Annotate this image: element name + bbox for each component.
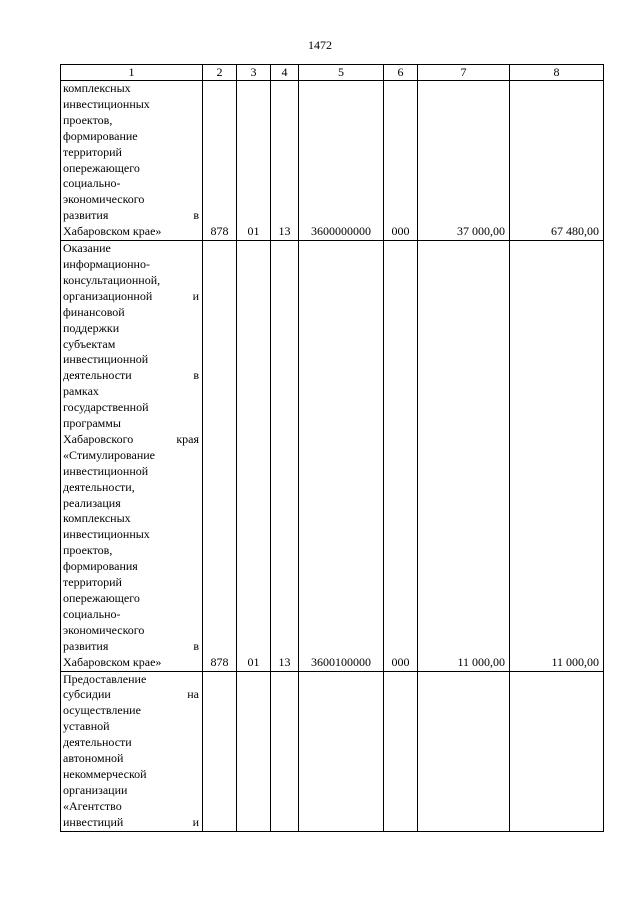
- description-line: развития в: [63, 638, 199, 653]
- description-line: проектов,: [63, 543, 113, 558]
- description-line: финансовой: [63, 304, 125, 319]
- description-line: социально-: [63, 606, 121, 621]
- budget-table: [60, 64, 604, 832]
- cell-section: [237, 671, 271, 831]
- description-line: территорий: [63, 575, 122, 590]
- description-line: инвестиционной: [63, 352, 149, 367]
- cell-subsection: [271, 671, 299, 831]
- description-line: уставной: [63, 719, 110, 734]
- cell-target-article: 3600100000: [299, 241, 384, 671]
- cell-amount-year-2: [510, 671, 604, 831]
- cell-section: 01: [237, 81, 271, 241]
- description-line: субсидии на: [63, 687, 199, 702]
- description-line: консультационной,: [63, 272, 161, 287]
- row-description: [61, 671, 203, 831]
- cell-target-article: [299, 671, 384, 831]
- description-line: деятельности: [63, 735, 132, 750]
- description-line: осуществление: [63, 703, 141, 718]
- description-line: инвестиционной: [63, 463, 149, 478]
- cell-amount-year-2: 67 480,00: [510, 81, 604, 241]
- description-line: комплексных: [63, 511, 131, 526]
- description-line: опережающего: [63, 591, 140, 605]
- cell-subsection: 13: [271, 241, 299, 671]
- description-line: рамках: [63, 384, 99, 399]
- description-line: организации: [63, 782, 128, 797]
- description-line: проектов,: [63, 112, 113, 127]
- description-line: инвестиций и: [63, 814, 199, 829]
- description-line: субъектам: [63, 336, 116, 351]
- cell-amount-year-1: [418, 671, 510, 831]
- cell-expense-type: [384, 671, 418, 831]
- row-description: [61, 81, 203, 241]
- cell-expense-type: 000: [384, 241, 418, 671]
- column-header-5: 5: [299, 65, 384, 81]
- description-line: экономического: [63, 622, 145, 637]
- column-header-2: 2: [203, 65, 237, 81]
- description-line: автономной: [63, 751, 124, 766]
- description-line: реализация: [63, 495, 121, 510]
- description-line: формирование: [63, 128, 138, 143]
- description-line: инвестиционных: [63, 527, 150, 542]
- description-line: программы: [63, 416, 121, 431]
- cell-ministry-code: 878: [203, 241, 237, 671]
- description-line: территорий: [63, 144, 122, 159]
- column-header-7: 7: [418, 65, 510, 81]
- description-line: инвестиционных: [63, 96, 150, 111]
- table-row: [61, 241, 604, 671]
- description-line: развития в: [63, 208, 199, 223]
- cell-section: 01: [237, 241, 271, 671]
- page-number: 1472: [308, 38, 332, 52]
- cell-ministry-code: [203, 671, 237, 831]
- cell-subsection: 13: [271, 81, 299, 241]
- cell-amount-year-1: 37 000,00: [418, 81, 510, 241]
- description-line: информационно-: [63, 256, 150, 271]
- column-header-6: 6: [384, 65, 418, 81]
- row-description: [61, 241, 203, 671]
- description-line: деятельности,: [63, 479, 135, 494]
- description-line: «Стимулирование: [63, 447, 155, 462]
- column-header-8: 8: [510, 65, 604, 81]
- description-line: экономического: [63, 192, 145, 207]
- description-line: комплексных: [63, 81, 131, 95]
- description-line: опережающего: [63, 160, 140, 175]
- description-line: Предоставление: [63, 671, 147, 686]
- description-line: Хабаровском крае»: [63, 654, 162, 669]
- cell-expense-type: 000: [384, 81, 418, 241]
- table-body: [61, 81, 604, 832]
- column-header-4: 4: [271, 65, 299, 81]
- description-line: формирования: [63, 559, 138, 574]
- description-line: «Агентство: [63, 798, 122, 813]
- description-line: некоммерческой: [63, 766, 147, 781]
- cell-ministry-code: 878: [203, 81, 237, 241]
- description-line: Хабаровском крае»: [63, 224, 162, 239]
- description-line: Хабаровского края: [63, 431, 199, 446]
- table-row: [61, 81, 604, 241]
- description-line: государственной: [63, 400, 149, 415]
- cell-amount-year-2: 11 000,00: [510, 241, 604, 671]
- header-row: [61, 65, 604, 81]
- description-line: деятельности в: [63, 368, 199, 383]
- description-line: Оказание: [63, 241, 111, 256]
- column-header-3: 3: [237, 65, 271, 81]
- column-header-1: 1: [61, 65, 203, 81]
- cell-target-article: 3600000000: [299, 81, 384, 241]
- description-line: социально-: [63, 176, 121, 191]
- table-row: [61, 671, 604, 831]
- description-line: организационной и: [63, 288, 199, 303]
- description-line: поддержки: [63, 320, 120, 335]
- cell-amount-year-1: 11 000,00: [418, 241, 510, 671]
